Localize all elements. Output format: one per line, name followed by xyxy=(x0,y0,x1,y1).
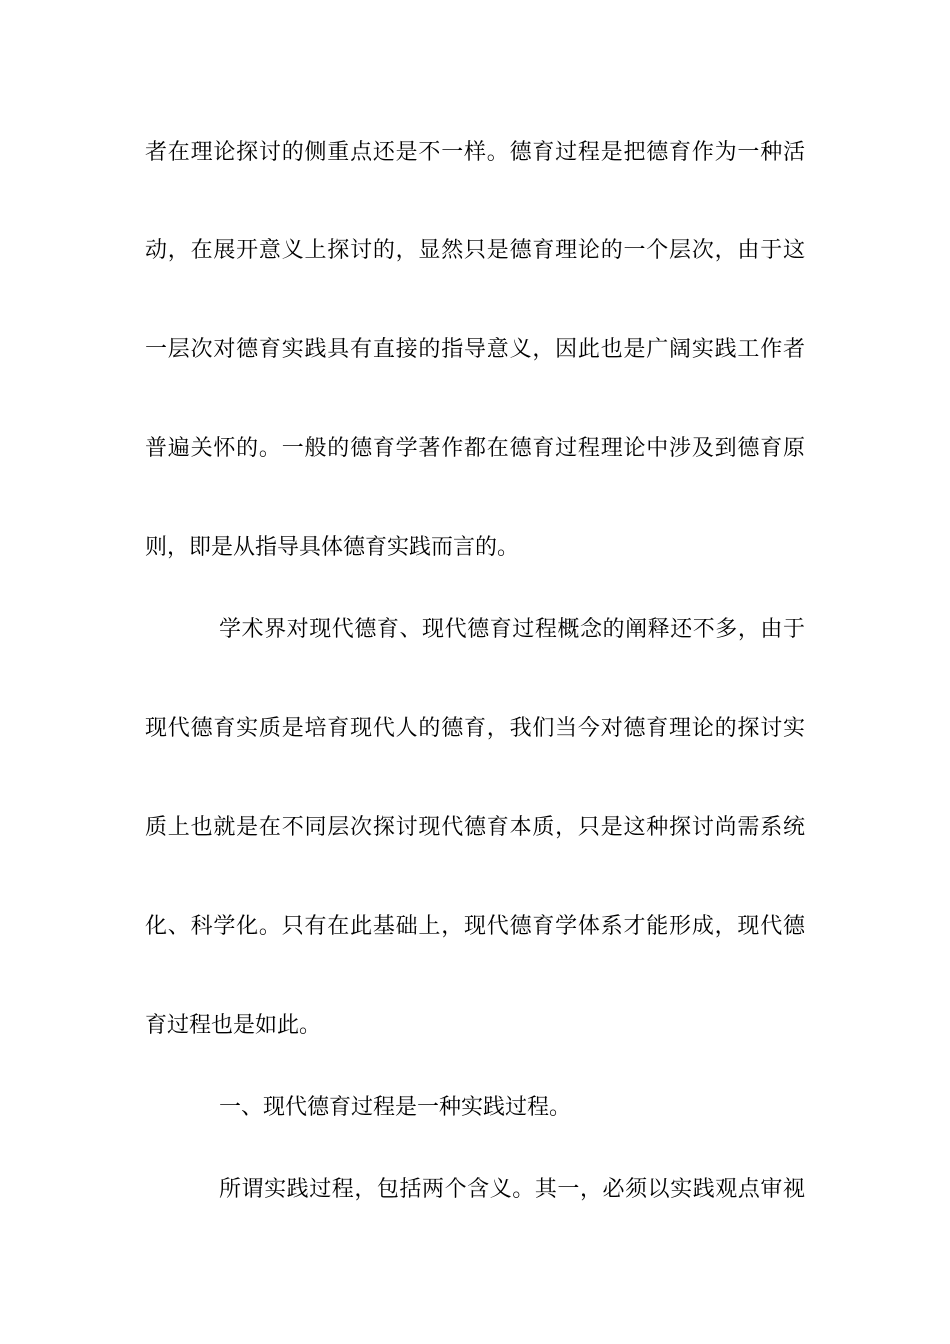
paragraph-1-line-4: 普遍关怀的。一般的德育学著作都在德育过程理论中涉及到德育原 xyxy=(145,436,805,461)
paragraph-3-line-1: 所谓实践过程，包括两个含义。其一，必须以实践观点审视 xyxy=(219,1177,805,1202)
paragraph-1-line-5: 则，即是从指导具体德育实践而言的。 xyxy=(145,535,520,560)
paragraph-1-line-2: 动，在展开意义上探讨的，显然只是德育理论的一个层次，由于这 xyxy=(145,238,805,263)
paragraph-2-line-2: 现代德育实质是培育现代人的德育，我们当今对德育理论的探讨实 xyxy=(145,716,805,741)
paragraph-1-line-3: 一层次对德育实践具有直接的指导意义，因此也是广阔实践工作者 xyxy=(145,337,805,362)
section-heading: 一、现代德育过程是一种实践过程。 xyxy=(219,1095,572,1120)
paragraph-2-line-1: 学术界对现代德育、现代德育过程概念的阐释还不多，由于 xyxy=(219,617,805,642)
paragraph-2-line-5: 育过程也是如此。 xyxy=(145,1013,322,1038)
paragraph-2-line-3: 质上也就是在不同层次探讨现代德育本质，只是这种探讨尚需系统 xyxy=(145,815,805,840)
paragraph-1-line-1: 者在理论探讨的侧重点还是不一样。德育过程是把德育作为一种活 xyxy=(145,140,805,165)
paragraph-2-line-4: 化、科学化。只有在此基础上，现代德育学体系才能形成，现代德 xyxy=(145,914,805,939)
